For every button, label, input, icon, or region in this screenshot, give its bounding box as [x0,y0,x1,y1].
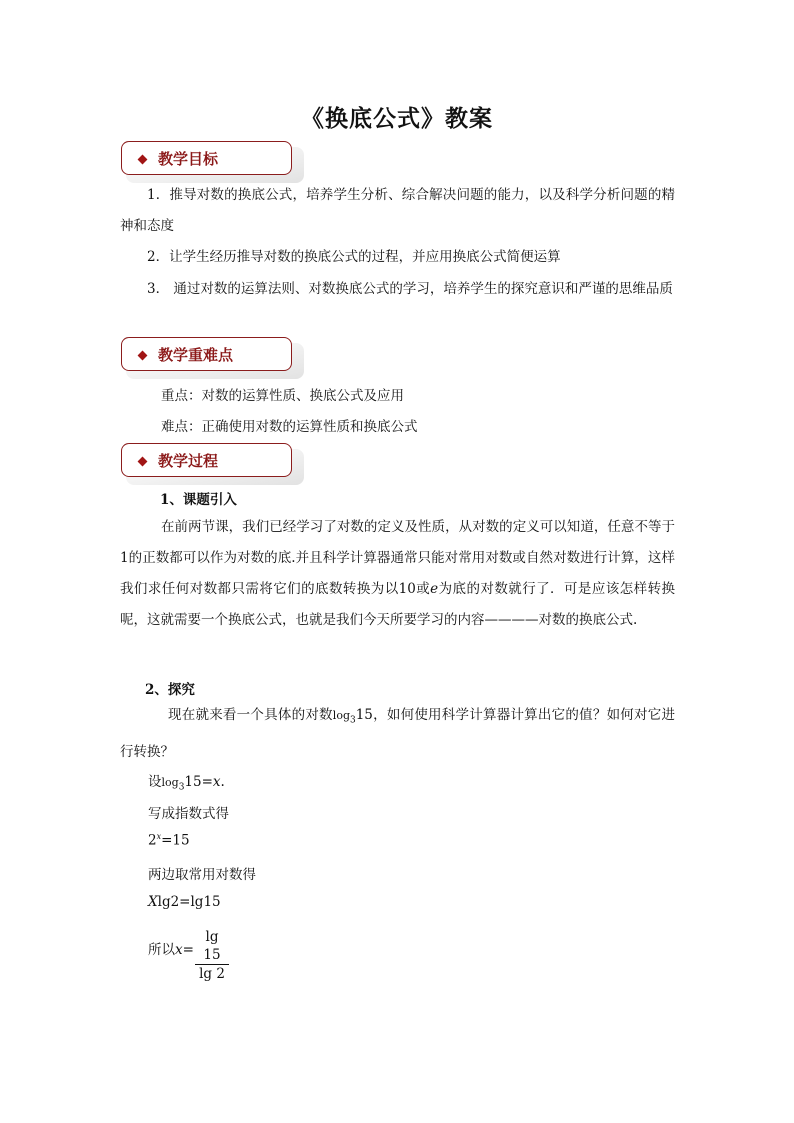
log-symbol: log [332,709,350,722]
fraction [195,928,229,984]
step2-text: 15，如何使用科学计算器计算出它的值？如何对它进行转换？ [120,707,676,760]
objective-1: 1．推导对数的换底公式，培养学生分析、综合解决问题的能力，以及科学分析问题的精神和态度 [120,187,675,234]
so-equation [148,938,194,958]
log-base: 3 [349,715,356,726]
page-title: 《换底公式》教案 [301,105,493,132]
lg-label: 两边取常用对数得 [148,867,256,883]
objective-3: 3． 通过对数的运算法则、对数换底公式的学习，培养学生的探究意识和严谨的思维品质 [147,281,673,297]
step1-paragraph [120,512,675,636]
variable-x: X [148,894,158,910]
log-base: 3 [178,782,185,793]
section-label: 教学目标 [158,150,219,168]
section-label: 教学过程 [158,452,219,470]
step2-paragraph [120,700,675,768]
equals-sign: = [182,942,194,958]
exp-rest: =15 [161,832,190,849]
fraction-denominator: lg 2 [199,966,225,982]
lg-rest: lg2=lg15 [157,894,221,910]
exp-base: 2 [148,832,157,849]
step2-text: 现在就来看一个具体的对数 [168,707,333,723]
section-header-objectives [121,141,292,175]
let-argument: 15= [184,774,213,790]
step2-heading: 2、探究 [145,682,195,698]
log-symbol: log [161,776,179,789]
diamond-bullet-icon [138,457,148,467]
step1-text: 在前两节课，我们已经学习了对数的定义及性质，从对数的定义可以知道，任意不等于1的正数都可以作为对数的底.并且科学计算器通常只能对常用对数或自然对数进行计算，这样我们求任何对数都只需将它们的底数转换为以10或 [120,519,675,597]
let-prefix: 设 [148,774,162,790]
key-focus: 重点：对数的运算性质、换底公式及应用 [161,388,404,404]
objective-2: 2．让学生经历推导对数的换底公式的过程，并应用换底公式简便运算 [147,249,561,265]
variable-x: x [212,774,221,790]
diamond-bullet-icon [138,351,148,361]
so-prefix: 所以 [148,942,175,958]
exp-label: 写成指数式得 [148,806,229,822]
exp-power: x [156,832,162,841]
lg-equation [148,894,221,910]
symbol-e: e [430,581,439,597]
section-header-process [121,443,292,477]
fraction-numerator: lg 15 [195,928,229,965]
section-header-key-points [121,337,292,371]
let-equation [148,770,225,793]
step1-text: 为底的对数就行了．可是应该怎样转换呢，这就需要一个换底公式，也就是我们今天所要学习的内容————对数的换底公式. [120,581,676,628]
let-end: . [220,774,225,790]
diamond-bullet-icon [138,155,148,165]
step1-heading: 1、课题引入 [160,492,237,508]
exp-equation [148,832,190,849]
key-difficulty: 难点：正确使用对数的运算性质和换底公式 [161,419,418,435]
variable-x: x [175,942,183,958]
section-label: 教学重难点 [158,346,234,364]
